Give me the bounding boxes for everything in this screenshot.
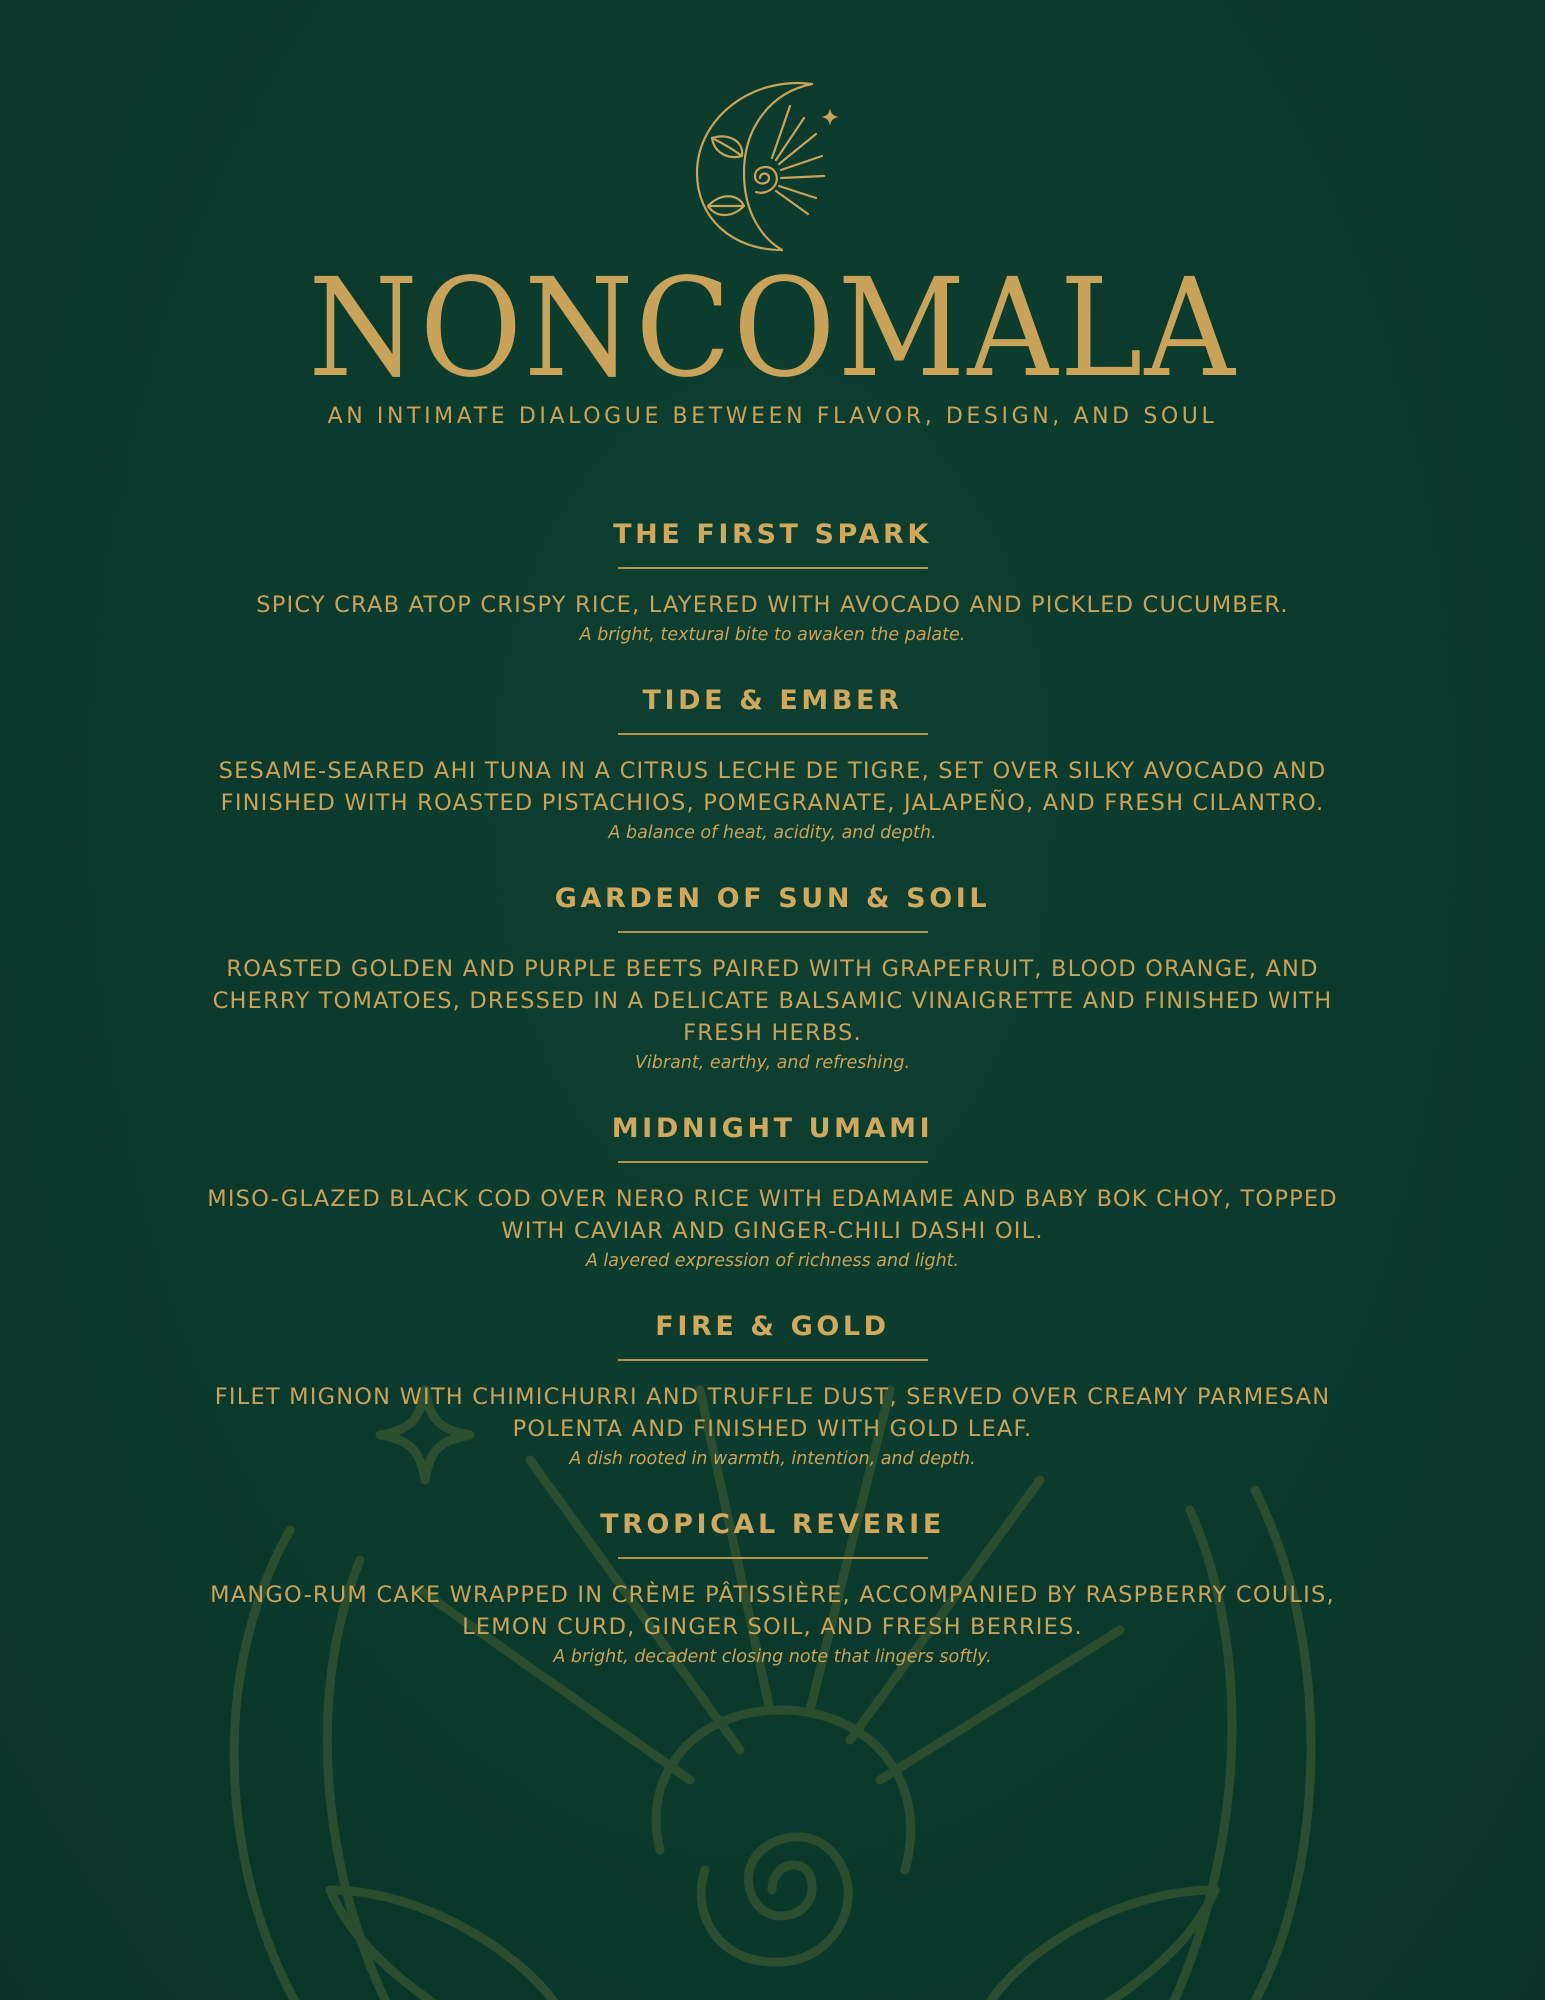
tagline: AN INTIMATE DIALOGUE BETWEEN FLAVOR, DESIGN, AND SOUL bbox=[327, 404, 1218, 429]
course-item bbox=[205, 513, 1340, 649]
course-title: MIDNIGHT UMAMI bbox=[611, 1113, 934, 1144]
course-description: SPICY CRAB ATOP CRISPY RICE, LAYERED WITH AVOCADO AND PICKLED CUCUMBER. bbox=[256, 592, 1289, 618]
course-description: SESAME-SEARED AHI TUNA IN A CITRUS LECHE DE TIGRE, SET OVER SILKY AVOCADO AND FINISHED WITH ROASTED PISTACHIOS, POMEGRANATE, JALAPEÑO, AND FRESH CILANTRO. bbox=[218, 758, 1327, 816]
course-title: TROPICAL REVERIE bbox=[600, 1509, 945, 1540]
brand-name: NONCOMALA bbox=[308, 250, 1237, 408]
course-note: A balance of heat, acidity, and depth. bbox=[608, 823, 937, 843]
course-note: A bright, textural bite to awaken the palate. bbox=[579, 625, 966, 645]
course-description: FILET MIGNON WITH CHIMICHURRI AND TRUFFLE DUST, SERVED OVER CREAMY PARMESAN POLENTA AND FINISHED WITH GOLD LEAF. bbox=[214, 1384, 1331, 1442]
course-list bbox=[205, 513, 1340, 1671]
course-note: A dish rooted in warmth, intention, and depth. bbox=[569, 1449, 976, 1469]
course-divider bbox=[618, 567, 928, 569]
course-item bbox=[205, 679, 1340, 847]
course-title: TIDE & EMBER bbox=[642, 685, 903, 716]
course-description: MISO-GLAZED BLACK COD OVER NERO RICE WITH EDAMAME AND BABY BOK CHOY, TOPPED WITH CAVIAR AND GINGER-CHILI DASHI OIL. bbox=[207, 1186, 1338, 1244]
course-item bbox=[205, 877, 1340, 1077]
course-title: GARDEN OF SUN & SOIL bbox=[554, 883, 991, 914]
course-divider bbox=[618, 1161, 928, 1163]
course-divider bbox=[618, 1359, 928, 1361]
course-title: THE FIRST SPARK bbox=[613, 519, 932, 550]
course-item bbox=[205, 1503, 1340, 1671]
course-divider bbox=[618, 1557, 928, 1559]
course-item bbox=[205, 1305, 1340, 1473]
course-description: MANGO-RUM CAKE WRAPPED IN CRÈME PÂTISSIÈRE, ACCOMPANIED BY RASPBERRY COULIS, LEMON CURD, GINGER SOIL, AND FRESH BERRIES. bbox=[210, 1582, 1335, 1640]
course-title: FIRE & GOLD bbox=[655, 1311, 890, 1342]
course-note: A layered expression of richness and light. bbox=[585, 1251, 960, 1271]
course-divider bbox=[618, 931, 928, 933]
course-note: Vibrant, earthy, and refreshing. bbox=[634, 1053, 911, 1073]
course-item bbox=[205, 1107, 1340, 1275]
crescent-moon-sun-emblem-icon bbox=[672, 78, 872, 258]
course-divider bbox=[618, 733, 928, 735]
course-note: A bright, decadent closing note that lingers softly. bbox=[553, 1647, 992, 1667]
course-description: ROASTED GOLDEN AND PURPLE BEETS PAIRED WITH GRAPEFRUIT, BLOOD ORANGE, AND CHERRY TOMATOES, DRESSED IN A DELICATE BALSAMIC VINAIGRETTE AND FINISHED WITH FRESH HERBS. bbox=[212, 956, 1333, 1046]
